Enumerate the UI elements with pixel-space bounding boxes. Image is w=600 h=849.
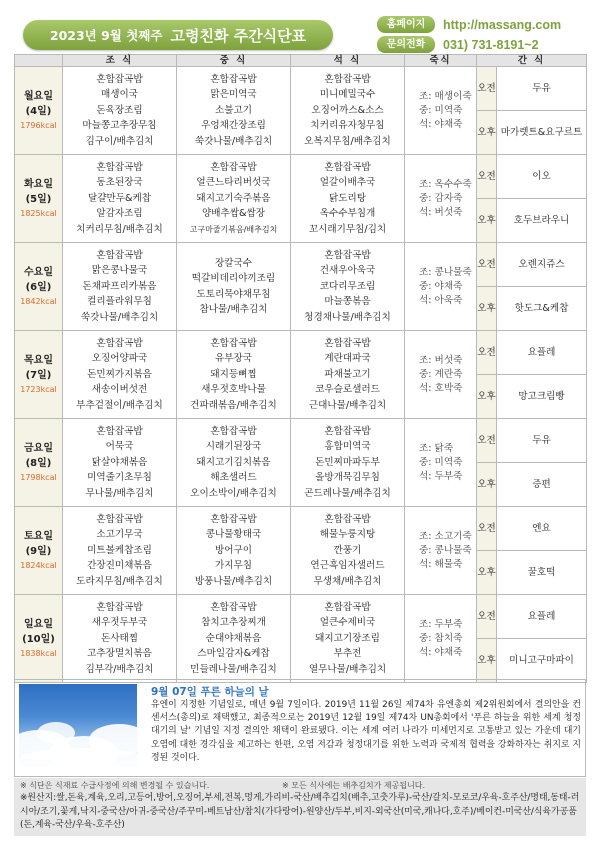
contact-phone: 031) 731-8191~2 [443, 37, 539, 52]
menu-item: 부추전 [333, 648, 362, 660]
title-banner [23, 20, 333, 50]
porridge-item: 석: 해물죽 [419, 558, 463, 570]
menu-item: 어묵국 [105, 441, 134, 453]
porridge-item: 중: 계란죽 [419, 368, 463, 380]
menu-item: 장칼국수 [214, 257, 253, 269]
porridge-item: 조: 두부죽 [419, 618, 463, 630]
menu-item: 코다리무조림 [319, 280, 376, 292]
menu-item: 돼지등뼈찜 [210, 368, 257, 380]
lunch-cell [177, 243, 291, 331]
page-title: 고령친화 주간식단표 [170, 26, 307, 45]
menu-item: 무생채/배추김치 [313, 575, 382, 587]
snack-pm-label: 오후 [477, 639, 497, 683]
breakfast-cell [63, 155, 177, 243]
day-row [15, 419, 587, 463]
day-row [15, 595, 587, 639]
menu-item: 돈민찌마파두부 [315, 456, 380, 468]
menu-item: 돼지고기장조림 [315, 632, 380, 644]
menu-item: 마늘쫑고추장무침 [82, 120, 157, 132]
menu-item: 부추겉절이/배추김치 [76, 399, 163, 411]
menu-item: 순대야채볶음 [205, 632, 262, 644]
day-row [15, 331, 587, 375]
porridge-item: 석: 두부죽 [419, 470, 463, 482]
menu-item: 혼합잡곡밥 [96, 162, 143, 174]
lunch-cell [177, 331, 291, 419]
day-cell [15, 243, 63, 331]
menu-item: 참치고추장찌개 [201, 617, 266, 629]
menu-item: 혼합잡곡밥 [210, 74, 257, 86]
day-cell [15, 67, 63, 155]
menu-item: 혼합잡곡밥 [96, 426, 143, 438]
menu-item: 미역줄기초무침 [87, 472, 152, 484]
menu-item: 소불고기 [214, 104, 253, 116]
snack-pm: 망고크림빵 [497, 375, 587, 419]
menu-item: 청경채나물/배추김치 [304, 311, 391, 323]
snack-pm: 미니고구마파이 [497, 639, 587, 683]
porridge-item: 조: 버섯죽 [419, 354, 463, 366]
porridge-item: 석: 버섯죽 [419, 206, 463, 218]
dinner-cell [291, 243, 405, 331]
snack-am-label: 오전 [477, 419, 497, 463]
menu-item: 혼합잡곡밥 [96, 74, 143, 86]
menu-item: 코우슬로샐러드 [315, 384, 380, 396]
snack-am: 오렌지쥬스 [497, 243, 587, 287]
day-row [15, 243, 587, 287]
day-date: (6일) [25, 282, 52, 293]
dinner-cell [291, 595, 405, 683]
day-name: 월요일 [24, 91, 53, 102]
menu-item: 닭도리탕 [328, 192, 367, 204]
menu-item: 무나물/배추김치 [85, 487, 154, 499]
day-cell [15, 595, 63, 683]
menu-item: 혼합잡곡밥 [324, 426, 371, 438]
snack-pm-label: 오후 [477, 375, 497, 419]
menu-item: 방어구이 [214, 544, 253, 556]
menu-item: 쑥갓나물/배추김치 [80, 311, 159, 323]
menu-item: 치커리유자청무침 [310, 120, 385, 132]
day-name: 일요일 [24, 619, 53, 630]
story-text: 유엔이 지정한 기념일로, 매년 9월 7일이다. 2019년 11월 26일 제74차 유엔총회 제2위원회에서 결의안을 컨센서스(총의)로 채택했고, 최종적으로는 2019년 12월 19일 제74차 UN총회에서 '푸른 하늘을 위한 세계 청정 대기의 날' 기념일 지정 결의안 채택이 완료됐다. 이는 세계 여러 나라가 미세먼지로 고통받고 있는 가운데 대기오염에 대한 경각심을 제고하는 한편, 오염 저감과 청정대기를 위한 노력과 국제적 협력을 강화하자는 취지로 지정된 것이다. [151, 700, 581, 763]
menu-item: 양배추쌈&쌈장 [201, 208, 266, 220]
day-cell [15, 419, 63, 507]
menu-item: 컬리플라워무침 [87, 296, 152, 308]
menu-item: 떡갈비데리야끼조림 [191, 273, 276, 285]
today-story-box [14, 679, 586, 777]
day-kcal: 1824kcal [20, 561, 57, 570]
porridge-item: 석: 야채죽 [419, 118, 463, 130]
menu-item: 방풍나물/배추김치 [194, 575, 273, 587]
menu-item: 혼합잡곡밥 [96, 602, 143, 614]
menu-change-note: ※ 식단은 식재료 수급사정에 의해 변경될 수 있습니다. [20, 781, 210, 790]
menu-item: 혼합잡곡밥 [324, 514, 371, 526]
snack-am: 요플레 [497, 595, 587, 639]
menu-item: 동초된장국 [96, 177, 143, 189]
breakfast-cell [63, 595, 177, 683]
porridge-cell [405, 419, 477, 507]
porridge-cell [405, 67, 477, 155]
dinner-cell [291, 331, 405, 419]
dinner-cell [291, 419, 405, 507]
snack-pm: 마가렛트&요구르트 [497, 111, 587, 155]
porridge-item: 중: 콩나물죽 [419, 544, 472, 556]
menu-item: 돼지고기숙주볶음 [196, 192, 271, 204]
porridge-item: 조: 옥수수죽 [419, 178, 472, 190]
snack-am-label: 오전 [477, 507, 497, 551]
menu-item: 도토리묵야채무침 [196, 288, 271, 300]
porridge-cell [405, 507, 477, 595]
menu-item: 쑥갓나물/배추김치 [194, 135, 273, 147]
day-kcal: 1842kcal [20, 297, 57, 306]
porridge-item: 중: 미역죽 [419, 104, 463, 116]
snack-am-label: 오전 [477, 243, 497, 287]
header-snack: 간 식 [477, 55, 587, 67]
menu-item: 파채불고기 [324, 368, 371, 380]
blue-sky-image [19, 684, 137, 766]
menu-item: 얼갈이배추국 [319, 177, 376, 189]
menu-item: 옥수수부침개 [319, 208, 376, 220]
day-cell [15, 331, 63, 419]
menu-item: 맑은미역국 [210, 89, 257, 101]
menu-item: 해초샐러드 [210, 472, 257, 484]
day-name: 화요일 [24, 179, 53, 190]
menu-item: 오복지무침/배추김치 [304, 135, 391, 147]
menu-item: 미트볼케찹조림 [87, 544, 152, 556]
day-kcal: 1825kcal [20, 209, 57, 218]
menu-item: 돈육장조림 [96, 104, 143, 116]
porridge-item: 조: 매생이죽 [419, 90, 472, 102]
menu-item: 혼합잡곡밥 [96, 514, 143, 526]
homepage-label: 홈페이지 [377, 16, 435, 33]
lunch-cell [177, 155, 291, 243]
breakfast-cell [63, 419, 177, 507]
porridge-cell [405, 155, 477, 243]
day-date: (5일) [25, 194, 52, 205]
menu-item: 돼지고기김치볶음 [196, 456, 271, 468]
porridge-item: 중: 야채죽 [419, 280, 463, 292]
menu-item: 새우젓호박나물 [201, 384, 266, 396]
menu-item: 새송이버섯전 [91, 384, 148, 396]
menu-item: 스마일감자&케찹 [197, 648, 270, 660]
menu-item: 마늘쫑볶음 [324, 296, 371, 308]
snack-pm: 핫도그&케찹 [497, 287, 587, 331]
menu-item: 근대나물/배추김치 [308, 399, 387, 411]
lunch-cell [177, 419, 291, 507]
header-porridge: 죽식 [405, 55, 477, 67]
menu-item: 김부각/배추김치 [85, 663, 154, 675]
lunch-cell [177, 67, 291, 155]
menu-item: 혼합잡곡밥 [96, 338, 143, 350]
day-kcal: 1796kcal [20, 121, 57, 130]
day-name: 금요일 [24, 443, 53, 454]
menu-item: 콩나물황태국 [205, 529, 262, 541]
dinner-cell [291, 67, 405, 155]
menu-item: 고추장멸치볶음 [87, 648, 152, 660]
porridge-item: 중: 참치죽 [419, 632, 463, 644]
menu-item: 오징어양파국 [91, 353, 148, 365]
menu-item: 시래기된장국 [205, 441, 262, 453]
menu-item: 올방개묵김무침 [315, 472, 380, 484]
day-cell [15, 507, 63, 595]
menu-item: 고구마줄기볶음/배추김치 [189, 224, 278, 234]
menu-item: 도라지무침/배추김치 [76, 575, 163, 587]
day-cell [15, 155, 63, 243]
day-date: (7일) [25, 370, 52, 381]
day-name: 목요일 [24, 355, 53, 366]
menu-item: 얼큰수제비국 [319, 617, 376, 629]
week-label: 2023년 9월 첫째주 [49, 28, 163, 43]
breakfast-cell [63, 331, 177, 419]
porridge-item: 석: 야채죽 [419, 646, 463, 658]
day-row [15, 67, 587, 111]
menu-item: 돈채파프리카볶음 [82, 280, 157, 292]
story-title: 9월 07일 푸른 하늘의 날 [151, 686, 269, 698]
menu-item: 혼합잡곡밥 [324, 602, 371, 614]
porridge-item: 조: 콩나물죽 [419, 266, 472, 278]
day-kcal: 1723kcal [20, 385, 57, 394]
dinner-cell [291, 155, 405, 243]
menu-item: 홍합미역국 [324, 441, 371, 453]
porridge-item: 조: 닭죽 [419, 442, 454, 454]
snack-am: 두유 [497, 419, 587, 463]
day-date: (10일) [22, 634, 55, 645]
menu-item: 혼합잡곡밥 [324, 74, 371, 86]
menu-item: 유부장국 [214, 353, 253, 365]
day-date: (4일) [25, 106, 52, 117]
lunch-cell [177, 595, 291, 683]
header-breakfast: 조 식 [63, 55, 177, 67]
snack-am: 이오 [497, 155, 587, 199]
porridge-item: 석: 호박죽 [419, 382, 463, 394]
menu-item: 돈사태찜 [100, 632, 139, 644]
day-date: (9일) [25, 546, 52, 557]
menu-item: 혼합잡곡밥 [96, 250, 143, 262]
dinner-cell [291, 507, 405, 595]
menu-item: 혼합잡곡밥 [324, 162, 371, 174]
menu-item: 우엉채간장조림 [201, 120, 266, 132]
menu-item: 열무나물/배추김치 [308, 663, 387, 675]
porridge-item: 중: 미역죽 [419, 456, 463, 468]
menu-item: 연근흑임자샐러드 [310, 560, 385, 572]
menu-item: 소고기무국 [96, 529, 143, 541]
header-day [15, 55, 63, 67]
snack-pm-label: 오후 [477, 463, 497, 507]
menu-item: 맑은콩나물국 [91, 265, 148, 277]
porridge-cell [405, 243, 477, 331]
header-lunch: 중 식 [177, 55, 291, 67]
menu-item: 혼합잡곡밥 [210, 162, 257, 174]
menu-item: 치커리무침/배추김치 [76, 223, 163, 235]
day-row [15, 155, 587, 199]
snack-am: 두유 [497, 67, 587, 111]
menu-item: 깐풍기 [333, 544, 362, 556]
snack-am-label: 오전 [477, 155, 497, 199]
menu-item: 참나물/배추김치 [199, 303, 268, 315]
day-row [15, 507, 587, 551]
snack-pm-label: 오후 [477, 287, 497, 331]
menu-item: 혼합잡곡밥 [324, 338, 371, 350]
snack-am-label: 오전 [477, 67, 497, 111]
origin-info: ※원산지:쌀,돈육,계육,오리,고등어,방어,오징어,부세,전복,멍게,가리비-국산/배추김치(배추,고춧가루)-국산/갈치-모로코/우육-호주산/명태,동태-러시아/조기,꽃게,낙지-중국산/아귀-중국산/주꾸미-베트남산/참치(가다랑어)-원양산/두부,비지-외국산(미국,캐나다,호주)/베이컨-미국산/식육가공품(돈,계육-국산/우육-호주산) [20, 793, 580, 830]
menu-item: 얼큰느타리버섯국 [196, 177, 271, 189]
snack-pm-label: 오후 [477, 199, 497, 243]
menu-item: 알감자조림 [96, 208, 143, 220]
snack-pm: 증편 [497, 463, 587, 507]
menu-item: 해물누룽지탕 [319, 529, 376, 541]
menu-item: 혼합잡곡밥 [210, 426, 257, 438]
menu-item: 혼합잡곡밥 [210, 338, 257, 350]
menu-item: 매생이국 [100, 89, 139, 101]
breakfast-cell [63, 507, 177, 595]
menu-item: 닭살야채볶음 [91, 456, 148, 468]
table-header-row [15, 55, 587, 67]
day-name: 토요일 [24, 531, 53, 542]
homepage-row [377, 16, 561, 33]
porridge-item: 중: 감자죽 [419, 192, 463, 204]
snack-pm: 꿀호떡 [497, 551, 587, 595]
snack-am-label: 오전 [477, 595, 497, 639]
breakfast-cell [63, 243, 177, 331]
snack-pm-label: 오후 [477, 111, 497, 155]
snack-pm: 호두브라우니 [497, 199, 587, 243]
lunch-cell [177, 507, 291, 595]
menu-item: 간장진미채볶음 [87, 560, 152, 572]
day-name: 수요일 [24, 267, 53, 278]
snack-pm-label: 오후 [477, 551, 497, 595]
day-date: (8일) [25, 458, 52, 469]
header [13, 14, 585, 52]
menu-item: 미니메밀국수 [319, 89, 376, 101]
homepage-link[interactable]: http://massang.com [443, 17, 562, 32]
menu-item: 혼합잡곡밥 [210, 602, 257, 614]
menu-item: 곤드레나물/배추김치 [304, 487, 391, 499]
menu-item: 가지무침 [214, 560, 253, 572]
menu-item: 혼합잡곡밥 [324, 250, 371, 262]
menu-item: 돈민찌가지볶음 [87, 368, 152, 380]
menu-item: 민들레나물/배추김치 [190, 663, 277, 675]
menu-item: 꼬시래기무침/김치 [308, 223, 387, 235]
menu-item: 건파래볶음/배추김치 [190, 399, 277, 411]
contact-row [377, 36, 539, 53]
footer-notes [14, 778, 586, 836]
snack-am-label: 오전 [477, 331, 497, 375]
day-kcal: 1798kcal [20, 473, 57, 482]
porridge-item: 석: 아욱죽 [419, 294, 463, 306]
menu-item: 오이소박이/배추김치 [190, 487, 277, 499]
breakfast-cell [63, 67, 177, 155]
menu-item: 오징어까스&소스 [311, 104, 384, 116]
header-dinner: 석 식 [291, 55, 405, 67]
menu-item: 계란대파국 [324, 353, 371, 365]
porridge-cell [405, 331, 477, 419]
menu-item: 달걀만두&케찹 [87, 192, 152, 204]
menu-item: 건새우아욱국 [319, 265, 376, 277]
menu-item: 새우젓두부국 [91, 617, 148, 629]
menu-item: 김구이/배추김치 [85, 135, 154, 147]
contact-label: 문의전화 [377, 36, 435, 53]
porridge-item: 조: 소고기죽 [419, 530, 472, 542]
weekly-menu-table [14, 54, 587, 683]
porridge-cell [405, 595, 477, 683]
menu-item: 혼합잡곡밥 [210, 514, 257, 526]
snack-am: 엔요 [497, 507, 587, 551]
kimchi-note: ※ 모든 식사에는 배추김치가 제공됩니다. [282, 781, 426, 790]
snack-am: 요플레 [497, 331, 587, 375]
day-kcal: 1838kcal [20, 649, 57, 658]
